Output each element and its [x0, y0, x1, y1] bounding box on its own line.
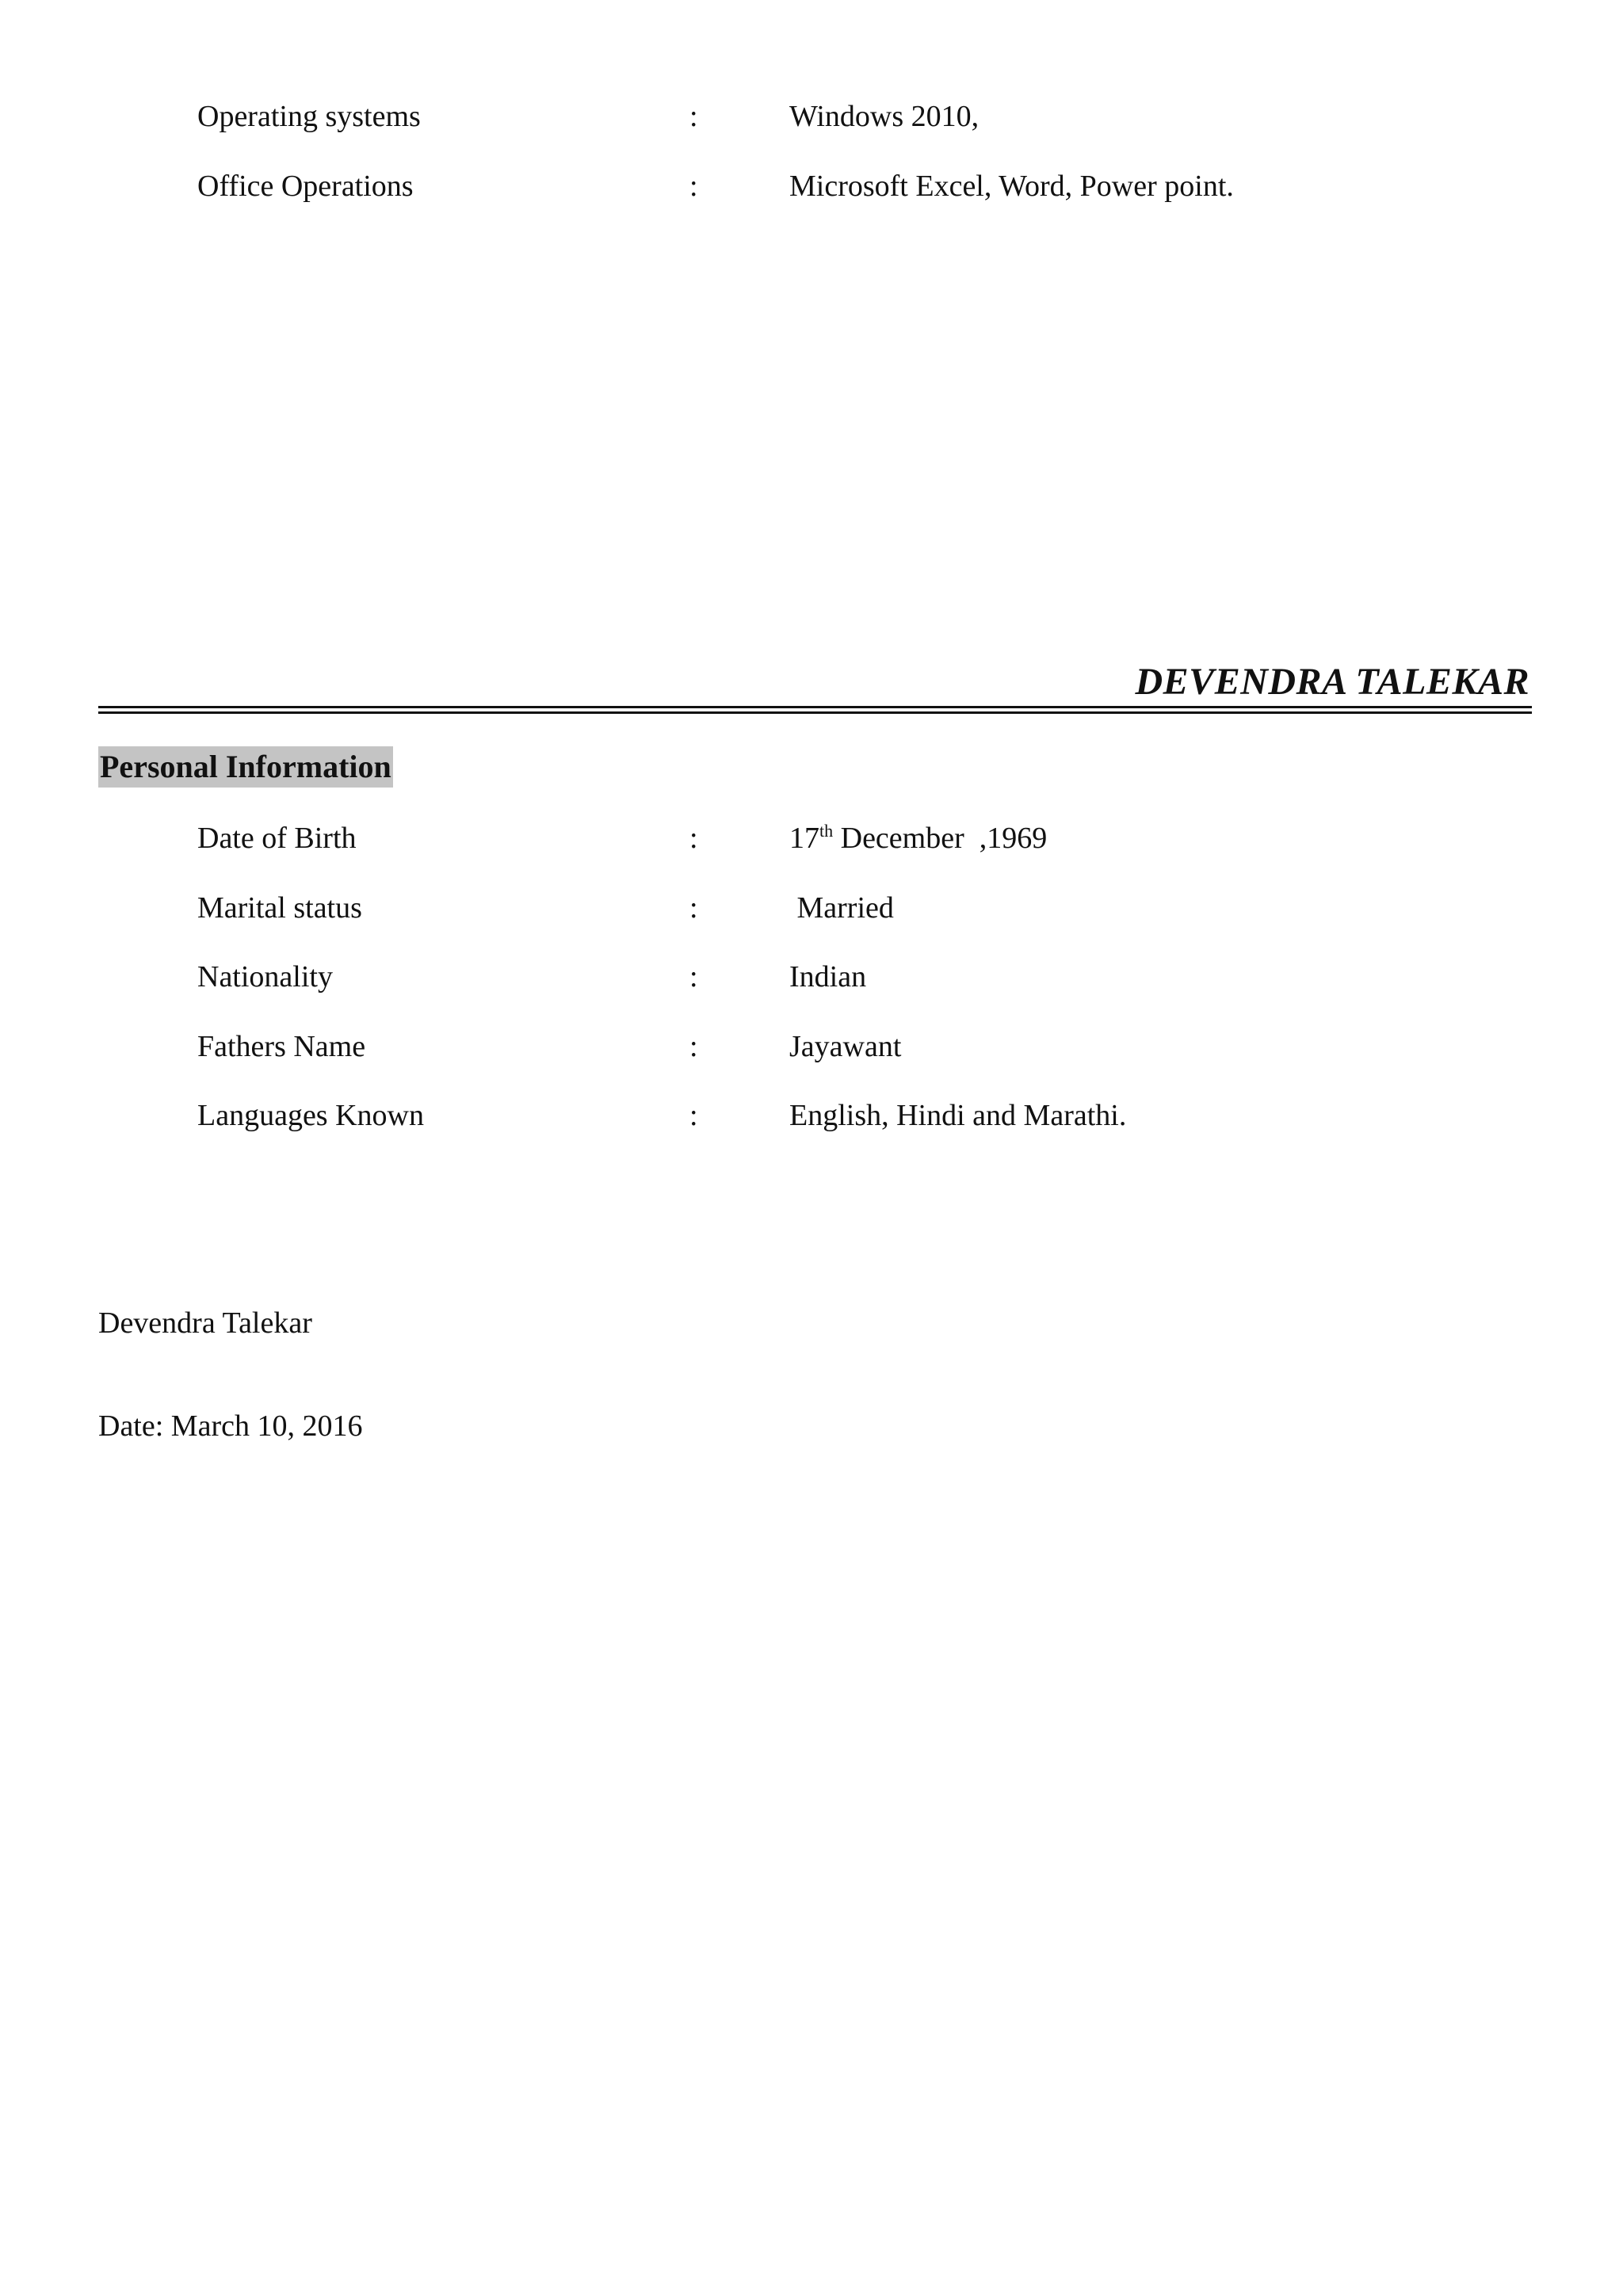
skill-label: Office Operations [197, 170, 414, 203]
header-rule-bottom [98, 711, 1532, 714]
personal-row-languages-known [0, 1092, 1623, 1139]
personal-separator: : [689, 960, 698, 994]
personal-value: Married [789, 891, 894, 925]
personal-separator: : [689, 891, 698, 925]
skill-value: Microsoft Excel, Word, Power point. [789, 170, 1234, 203]
skill-row-office-operations [0, 162, 1623, 210]
personal-row-fathers-name [0, 1023, 1623, 1070]
personal-value: Jayawant [789, 1030, 902, 1063]
personal-label: Marital status [197, 891, 362, 925]
personal-row-nationality [0, 953, 1623, 1001]
dob-day: 17 [789, 822, 819, 855]
skill-row-operating-systems [0, 93, 1623, 140]
personal-separator: : [689, 1030, 698, 1063]
candidate-name-header: DEVENDRA TALEKAR [1135, 661, 1529, 703]
personal-value: English, Hindi and Marathi. [789, 1099, 1127, 1132]
personal-separator: : [689, 822, 698, 855]
dob-day-suffix: th [819, 821, 834, 841]
personal-separator: : [689, 1099, 698, 1132]
personal-label: Languages Known [197, 1099, 424, 1132]
signature-name: Devendra Talekar [98, 1306, 312, 1340]
skill-label: Operating systems [197, 100, 421, 133]
personal-information-heading: Personal Information [98, 746, 393, 788]
skill-separator: : [689, 170, 698, 203]
personal-label: Fathers Name [197, 1030, 366, 1063]
skill-value: Windows 2010, [789, 100, 980, 133]
personal-label: Date of Birth [197, 822, 357, 855]
signature-date: Date: March 10, 2016 [98, 1409, 363, 1443]
skill-separator: : [689, 100, 698, 133]
personal-value: Indian [789, 960, 867, 994]
personal-label: Nationality [197, 960, 333, 994]
header-rule-top [98, 706, 1532, 708]
dob-rest: December ,1969 [833, 822, 1048, 855]
personal-row-date-of-birth [0, 814, 1623, 862]
date-of-birth-value [789, 814, 1047, 862]
personal-row-marital-status [0, 884, 1623, 932]
